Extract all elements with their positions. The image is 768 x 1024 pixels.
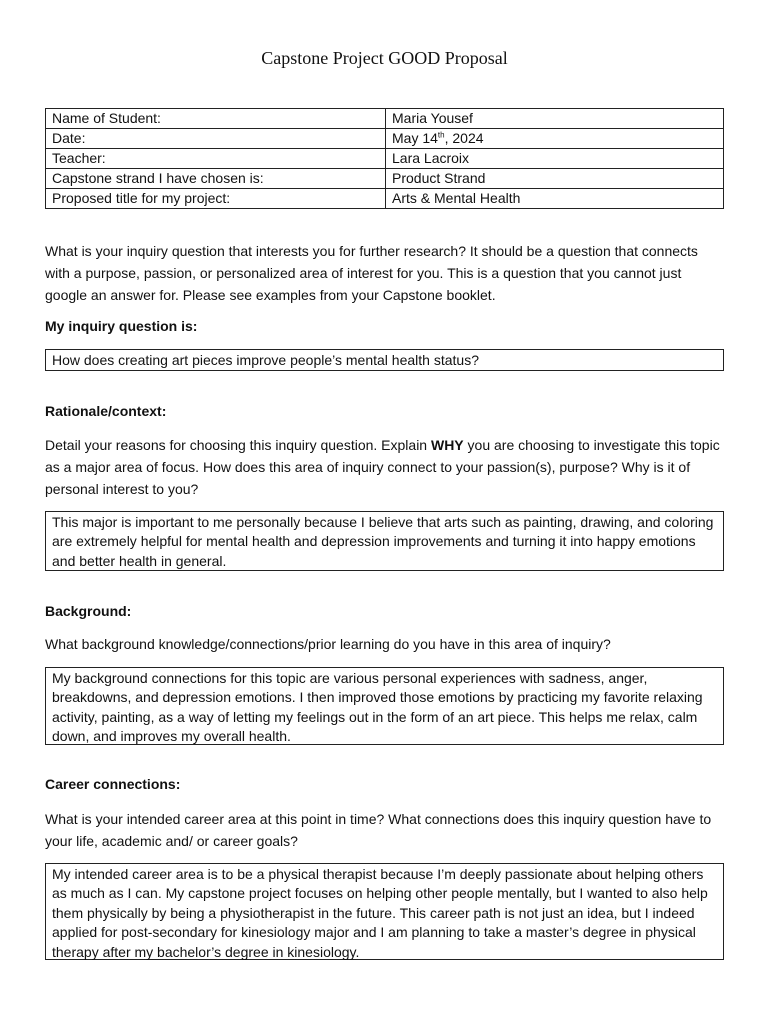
rationale-answer-box: This major is important to me personally because I believe that arts such as painting, drawing, and coloring are extremely helpful for mental health and depression improvements and turning it into happy emotions and better health in general. xyxy=(45,511,724,571)
inquiry-answer-box: How does creating art pieces improve people’s mental health status? xyxy=(45,349,724,371)
info-value: Maria Yousef xyxy=(386,109,724,129)
date-text: May 14 xyxy=(392,130,438,146)
rationale-label: Rationale/context: xyxy=(45,403,167,419)
info-label: Teacher: xyxy=(46,149,386,169)
info-label: Capstone strand I have chosen is: xyxy=(46,169,386,189)
info-label: Proposed title for my project: xyxy=(46,189,386,209)
career-prompt: What is your intended career area at this point in time? What connections does this inquiry question have to your life, academic and/ or career goals? xyxy=(45,811,712,849)
info-value: Product Strand xyxy=(386,169,724,189)
rationale-prompt-text-cont: you are choosing to investigate this topic as a major area of focus. How does this area of inquiry connect to your passion(s), purpose? Why is it of personal interest to you? xyxy=(45,437,720,497)
career-label: Career connections: xyxy=(45,776,181,792)
background-label: Background: xyxy=(45,603,132,619)
table-row xyxy=(46,189,724,209)
info-label: Name of Student: xyxy=(46,109,386,129)
info-value: Lara Lacroix xyxy=(386,149,724,169)
table-row xyxy=(46,169,724,189)
inquiry-prompt: What is your inquiry question that interests you for further research? It should be a question that connects with a purpose, passion, or personalized area of interest for you. This is a question that you cannot just google an answer for. Please see examples from your Capstone booklet. xyxy=(45,243,698,303)
background-prompt: What background knowledge/connections/prior learning do you have in this area of inquiry? xyxy=(45,636,611,652)
date-year: , 2024 xyxy=(444,130,484,146)
table-row xyxy=(46,129,724,149)
rationale-prompt-text: Detail your reasons for choosing this inquiry question. Explain xyxy=(45,437,431,453)
info-value: Arts & Mental Health xyxy=(386,189,724,209)
inquiry-label: My inquiry question is: xyxy=(45,318,198,334)
info-label: Date: xyxy=(46,129,386,149)
background-answer-box: My background connections for this topic are various personal experiences with sadness, anger, breakdowns, and depression emotions. I then improved those emotions by practicing my favorite relaxing activity, painting, as a way of letting my feelings out in the form of an art piece. This helps me relax, calm down, and improves my overall health. xyxy=(45,667,724,745)
table-row xyxy=(46,149,724,169)
career-answer-box: My intended career area is to be a physical therapist because I’m deeply passionate about helping others as much as I can. My capstone project focuses on helping other people mentally, but I wanted to also help them physically by being a physiotherapist in the future. This career path is not just an idea, but I indeed applied for post-secondary for kinesiology major and I am planning to take a master’s degree in physical therapy after my bachelor’s degree in kinesiology. xyxy=(45,863,724,960)
rationale-prompt xyxy=(45,434,724,500)
info-value-date xyxy=(386,129,724,149)
table-row xyxy=(46,109,724,129)
rationale-prompt-emphasis: WHY xyxy=(430,437,464,453)
date-ordinal: th xyxy=(437,130,445,140)
student-info-table xyxy=(45,108,724,209)
page-title: Capstone Project GOOD Proposal xyxy=(261,48,508,68)
